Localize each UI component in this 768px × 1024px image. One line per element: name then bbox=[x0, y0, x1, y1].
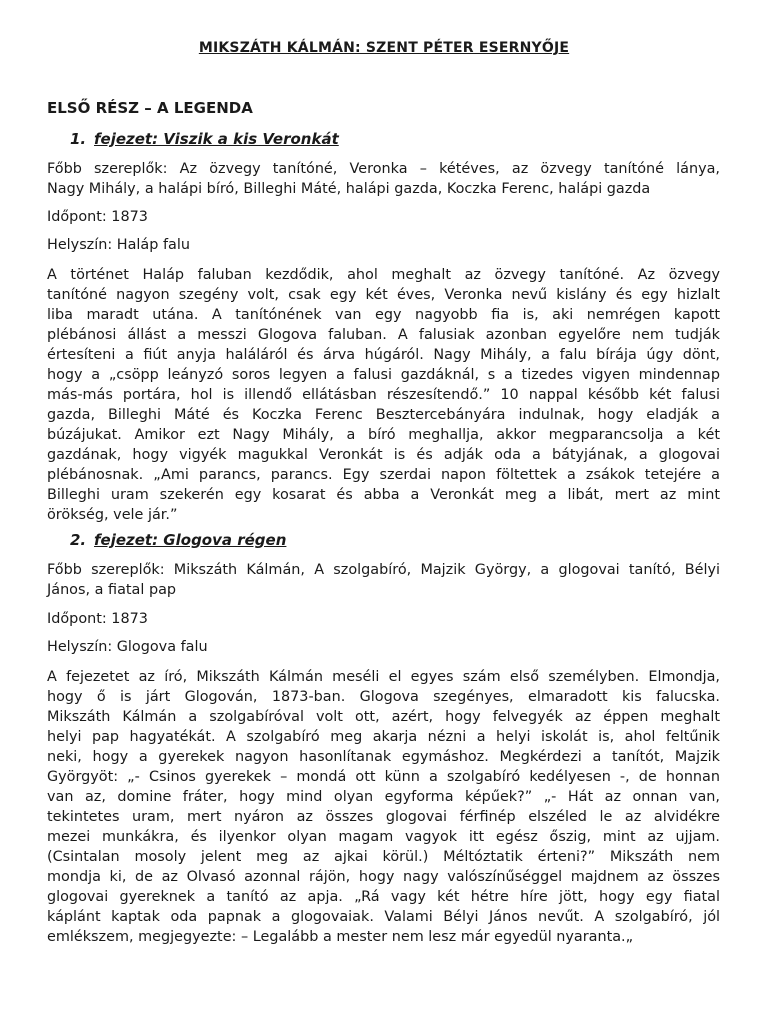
chapter-1-heading bbox=[70, 130, 339, 148]
text-line: plébánosi állást a messzi Glogova faluban. A falusiak azonban egyelőre nem tudják bbox=[47, 327, 720, 343]
chapter-2-summary bbox=[47, 667, 720, 947]
text-line: káplánt kaptak oda papnak a glogovaiak. Valami Bélyi János nevűt. A szolgabíró, jól bbox=[47, 909, 720, 925]
text-line: A fejezetet az író, Mikszáth Kálmán meséli el egyes szám első személyben. Elmondja, bbox=[47, 669, 720, 685]
text-line: A történet Haláp faluban kezdődik, ahol meghalt az özvegy tanítóné. Az özvegy bbox=[47, 267, 720, 283]
text-line: örökség, vele jár.” bbox=[47, 507, 178, 523]
chapter-2-title: fejezet: Glogova régen bbox=[94, 531, 287, 549]
text-line: értesíteni a fiút anyja haláláról és árva húgáról. Nagy Mihály, a falu bírája úgy dönt, bbox=[47, 347, 720, 363]
chapter-1-title: fejezet: Viszik a kis Veronkát bbox=[94, 130, 339, 148]
chapter-2-place: Helyszín: Glogova falu bbox=[47, 639, 208, 655]
text-line: emlékszem, megjegyezte: – Legalább a mester nem lesz már egyedül nyaranta.„ bbox=[47, 929, 634, 945]
chapter-1-characters bbox=[47, 159, 720, 199]
text-line: mondja ki, de az Olvasó azonnal rájön, hogy nagy valószínűséggel majdnem az összes bbox=[47, 869, 720, 885]
text-line: hogy a „csöpp leányzó soros legyen a falusi gazdáknál, s a tizedes vigyen mindennap bbox=[47, 367, 720, 383]
chapter-1-time: Időpont: 1873 bbox=[47, 209, 148, 225]
text-line: neki, hogy a gyerekek nagyon hasonlítanak egymáshoz. Megkérdezi a tanítót, Majzik bbox=[47, 749, 720, 765]
chapter-1-summary bbox=[47, 265, 720, 525]
chapter-1-number: 1. bbox=[70, 130, 87, 148]
text-line: Főbb szereplők: Mikszáth Kálmán, A szolgabíró, Majzik György, a glogovai tanító, Bélyi bbox=[47, 562, 720, 578]
chapter-2-number: 2. bbox=[70, 531, 87, 549]
text-line: plébánosnak. „Ami parancs, parancs. Egy szerdai napon föltettek a zsákok tetejére a bbox=[47, 467, 720, 483]
document-title: MIKSZÁTH KÁLMÁN: SZENT PÉTER ESERNYŐJE bbox=[198, 40, 570, 56]
chapter-2-characters bbox=[47, 560, 720, 600]
chapter-2-time: Időpont: 1873 bbox=[47, 611, 148, 627]
text-line: glogovai gyereknek a tanító az apja. „Rá vagy két hétre híre jött, hogy egy fiatal bbox=[47, 889, 720, 905]
text-line: tanítóné nagyon szegény volt, csak egy két éves, Veronka nevű kislány és egy hizlalt bbox=[47, 287, 720, 303]
text-line: (Csintalan mosoly jelent meg az ajkai körül.) Méltóztatik érteni?” Mikszáth nem bbox=[47, 849, 720, 865]
text-line: Főbb szereplők: Az özvegy tanítóné, Veronka – kétéves, az özvegy tanítóné lánya, bbox=[47, 161, 720, 177]
text-line: helyi pap hagyatékát. A szolgabíró meg akarja nézni a helyi iskolát is, ahol feltűnik bbox=[47, 729, 720, 745]
text-line: van az, domine fráter, hogy mind olyan egyforma képűek?” „- Hát az onnan van, bbox=[47, 789, 720, 805]
text-line: gazda, Billeghi Máté és Koczka Ferenc Besztercebányára indulnak, hogy eladják a bbox=[47, 407, 720, 423]
chapter-2-heading bbox=[70, 531, 286, 549]
text-line: mezei munkákra, és ilyenkor olyan magam vagyok itt egész őszig, mint az ujjam. bbox=[47, 829, 720, 845]
text-line: búzájukat. Amikor ezt Nagy Mihály, a bíró meghallja, akkor megparancsolja a két bbox=[47, 427, 720, 443]
chapter-1-place: Helyszín: Haláp falu bbox=[47, 237, 190, 253]
text-line: hogy ő is járt Glogován, 1873-ban. Glogova szegényes, elmaradott kis falucska. bbox=[47, 689, 720, 705]
text-line: Mikszáth Kálmán a szolgabíróval volt ott, azért, hogy felvegyék az éppen meghalt bbox=[47, 709, 720, 725]
text-line: János, a fiatal pap bbox=[47, 582, 177, 598]
text-line: liba maradt utána. A tanítónének van egy nagyobb fia is, aki nemrégen kapott bbox=[47, 307, 720, 323]
text-line: Györgyöt: „- Csinos gyerekek – mondá ott künn a szolgabíró kedélyesen -, de honnan bbox=[47, 769, 720, 785]
text-line: gazdának, hogy vigyék magukkal Veronkát is és adják oda a bátyjának, a glogovai bbox=[47, 447, 720, 463]
text-line: tekintetes uram, mert nyáron az összes glogovai férfinép elszéled le az alvidékre bbox=[47, 809, 720, 825]
text-line: más-más portára, hol is illendő ellátásban részesítendő.” 10 nappal később két falusi bbox=[47, 387, 720, 403]
text-line: Billeghi uram szekerén egy kosarat és abba a Veronkát meg a libát, mert az mint bbox=[47, 487, 720, 503]
text-line: Nagy Mihály, a halápi bíró, Billeghi Máté, halápi gazda, Koczka Ferenc, halápi gazda bbox=[47, 181, 651, 197]
part-title: ELSŐ RÉSZ – A LEGENDA bbox=[47, 99, 253, 117]
